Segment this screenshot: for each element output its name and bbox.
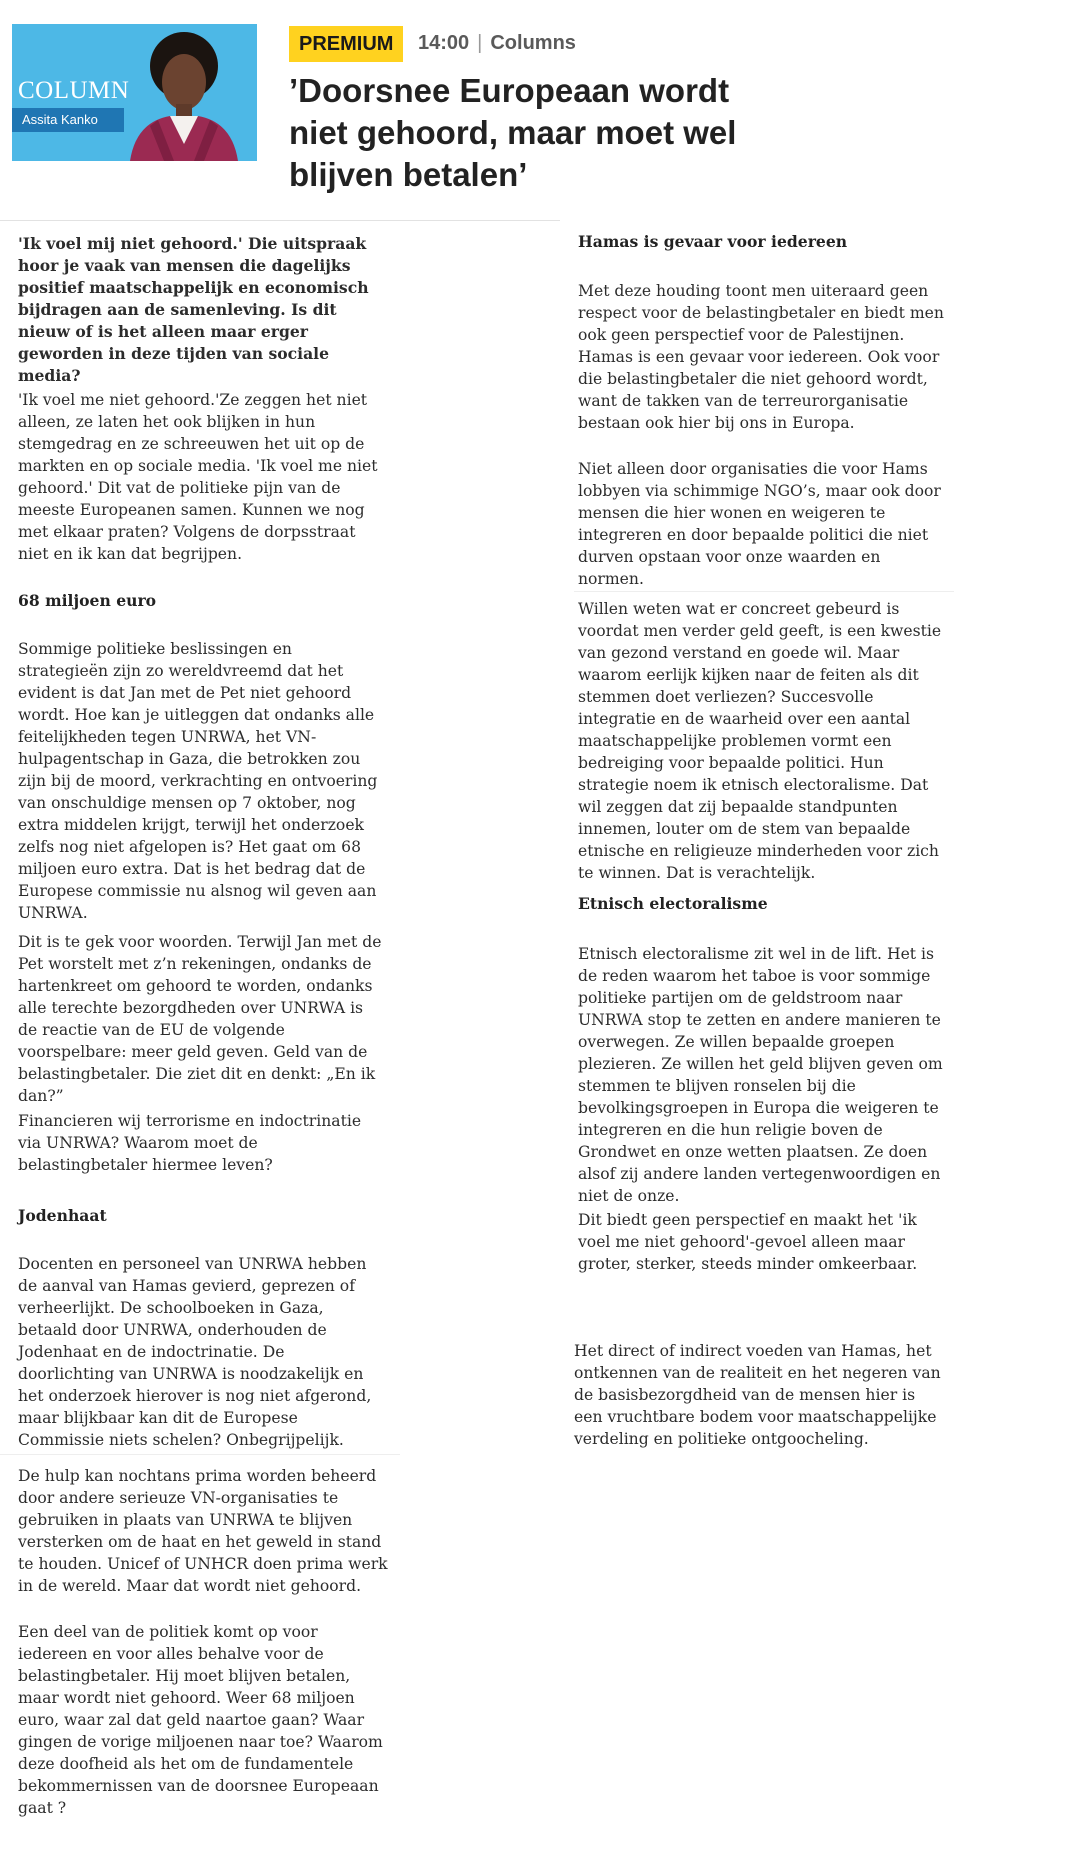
right-column-divider xyxy=(574,591,954,592)
section-link[interactable]: Columns xyxy=(490,32,576,54)
article-paragraph: Een deel van de politiek komt op voor iedereen en voor alles behalve voor de belastingbetaler. Hij moet blijven betalen, maar wordt niet gehoord. Weer 68 miljoen euro, waar zal dat geld naartoe gaan? Waar gingen de vorige miljoenen naar toe? Waarom deze doofheid als het om de fundamentele bekommernissen van de doorsnee Europeaan gaat ? xyxy=(18,1623,383,1817)
article-headline: ’Doorsnee Europeaan wordt niet gehoord, maar moet wel blijven betalen’ xyxy=(289,72,737,193)
left-column-divider xyxy=(0,1454,400,1455)
article-paragraph: Dit is te gek voor woorden. Terwijl Jan met de Pet worstelt met z’n rekeningen, ondanks de hartenkreet om gehoord te worden, ondanks alle terechte bezorgdheden over UNRWA is de reactie van de EU de volgende voorspelbare: meer geld geven. Geld van de belastingbetaler. Die ziet dit en denkt: „En ik dan?” xyxy=(18,933,382,1105)
column-thumbnail[interactable] xyxy=(12,24,257,161)
paragraph-block xyxy=(18,1110,384,1176)
article-meta xyxy=(418,32,576,55)
article-intro: 'Ik voel mij niet gehoord.' Die uitspraak hoor je vaak van mensen die dagelijks positief maatschappelijk en economisch bijdragen aan de samenleving. Is dit nieuw of is het alleen maar erger geworden in deze tijden van sociale media? xyxy=(18,234,369,385)
article-paragraph: Het direct of indirect voeden van Hamas, het ontkennen van de realiteit en het negeren van de basisbezorgdheid van de mensen hier is een vruchtbare bodem voor maatschappelijke verdeling en politieke ontgoocheling. xyxy=(574,1342,941,1448)
article-paragraph: Etnisch electoralisme zit wel in de lift. Het is de reden waarom het taboe is voor sommige politieke partijen om de geldstroom naar UNRWA stop te zetten en andere manieren te overwegen. Ze willen bepaalde groepen plezieren. Ze willen het geld blijven geven om stemmen te blijven ronselen bij die bevolkingsgroepen in Europa die weigeren te integreren en die hun religie boven de Grondwet en onze wetten plaatsen. Ze doen alsof zij andere landen vertegenwoordigen en niet de onze. xyxy=(578,945,943,1205)
section-heading: Etnisch electoralisme xyxy=(578,894,768,913)
paragraph-block xyxy=(18,1621,390,1819)
article-paragraph: Willen weten wat er concreet gebeurd is voordat men verder geld geeft, is een kwestie van gezond verstand en goede wil. Maar waarom eerlijk kijken naar de feiten als dit stemmen doet verliezen? Succesvolle integratie en de waarheid over een aantal maatschappelijke problemen vormt een bedreiging voor bepaalde politici. Hun strategie noem ik etnisch electoralisme. Dat wil zeggen dat zij bepaalde standpunten innemen, louter om de stem van bepaalde etnische en religieuze minderheden voor zich te winnen. Dat is verachtelijk. xyxy=(578,600,942,882)
publish-time: 14:00 xyxy=(418,32,470,54)
paragraph-block xyxy=(18,1465,390,1597)
article-paragraph: 'Ik voel me niet gehoord.'Ze zeggen het niet alleen, ze laten het ook blijken in hun stemgedrag en ze schreeuwen het uit op de markten en op sociale media. 'Ik voel me niet gehoord.' Dit vat de politieke pijn van de meeste Europeanen samen. Kunnen we nog met elkaar praten? Volgens de dorpsstraat niet en ik kan dat begrijpen. xyxy=(18,391,378,563)
paragraph-block xyxy=(578,943,950,1207)
paragraph-block xyxy=(18,389,384,565)
premium-badge: PREMIUM xyxy=(289,26,403,62)
header-divider xyxy=(0,220,560,221)
paragraph-block xyxy=(574,1340,946,1450)
heading-block xyxy=(18,1205,384,1227)
article-paragraph: Niet alleen door organisaties die voor Hams lobbyen via schimmige NGO’s, maar ook door mensen die hier wonen en weigeren te integreren en door bepaalde politici die niet durven opstaan voor onze waarden en normen. xyxy=(578,460,941,588)
article-paragraph: Financieren wij terrorisme en indoctrinatie via UNRWA? Waarom moet de belastingbetaler hiermee leven? xyxy=(18,1112,362,1174)
section-heading: 68 miljoen euro xyxy=(18,591,157,610)
paragraph-block xyxy=(578,1209,950,1275)
paragraph-block xyxy=(18,931,384,1107)
article-paragraph: Met deze houding toont men uiteraard geen respect voor de belastingbetaler en biedt men ook geen perspectief voor de Palestijnen. Hamas is een gevaar voor iedereen. Ook voor die belastingbetaler die niet gehoord wordt, want de takken van de terreurorganisatie bestaan ook hier bij ons in Europa. xyxy=(578,282,944,432)
article-paragraph: Dit biedt geen perspectief en maakt het 'ik voel me niet gehoord'-gevoel alleen maar groter, sterker, steeds minder omkeerbaar. xyxy=(578,1211,918,1273)
article-paragraph: De hulp kan nochtans prima worden beheerd door andere serieuze VN-organisaties te gebruiken in plaats van UNRWA te blijven versterken om de haat en het geweld in stand te houden. Unicef of UNHCR doen prima werk in de wereld. Maar dat wordt niet gehoord. xyxy=(18,1467,388,1595)
column-label: COLUMN xyxy=(18,77,130,104)
section-heading: Jodenhaat xyxy=(18,1206,107,1225)
paragraph-block xyxy=(578,598,950,884)
paragraph-block xyxy=(578,280,950,434)
intro-block xyxy=(18,233,384,387)
author-photo xyxy=(112,24,257,161)
section-heading: Hamas is gevaar voor iedereen xyxy=(578,232,848,251)
heading-block xyxy=(578,231,950,253)
paragraph-block xyxy=(578,458,950,590)
heading-block xyxy=(18,590,384,612)
meta-separator: | xyxy=(477,32,483,54)
paragraph-block xyxy=(18,1253,384,1451)
heading-block xyxy=(578,893,950,915)
paragraph-block xyxy=(18,638,384,924)
article-paragraph: Sommige politieke beslissingen en strategieën zijn zo wereldvreemd dat het evident is dat Jan met de Pet niet gehoord wordt. Hoe kan je uitleggen dat ondanks alle feitelijkheden tegen UNRWA, het VN-hulpagentschap in Gaza, die betrokken zou zijn bij de moord, verkrachting en ontvoering van onschuldige mensen op 7 oktober, nog extra middelen krijgt, terwijl het onderzoek zelfs nog niet afgelopen is? Het gaat om 68 miljoen euro extra. Dat is het bedrag dat de Europese commissie nu alsnog wil geven aan UNRWA. xyxy=(18,640,378,922)
author-name-tag: Assita Kanko xyxy=(12,108,124,132)
article-paragraph: Docenten en personeel van UNRWA hebben de aanval van Hamas gevierd, geprezen of verheerlijkt. De schoolboeken in Gaza, betaald door UNRWA, onderhouden de Jodenhaat en de indoctrinatie. De doorlichting van UNRWA is noodzakelijk en het onderzoek hierover is nog niet afgerond, maar blijkbaar kan dit de Europese Commissie niets schelen? Onbegrijpelijk. xyxy=(18,1255,372,1449)
